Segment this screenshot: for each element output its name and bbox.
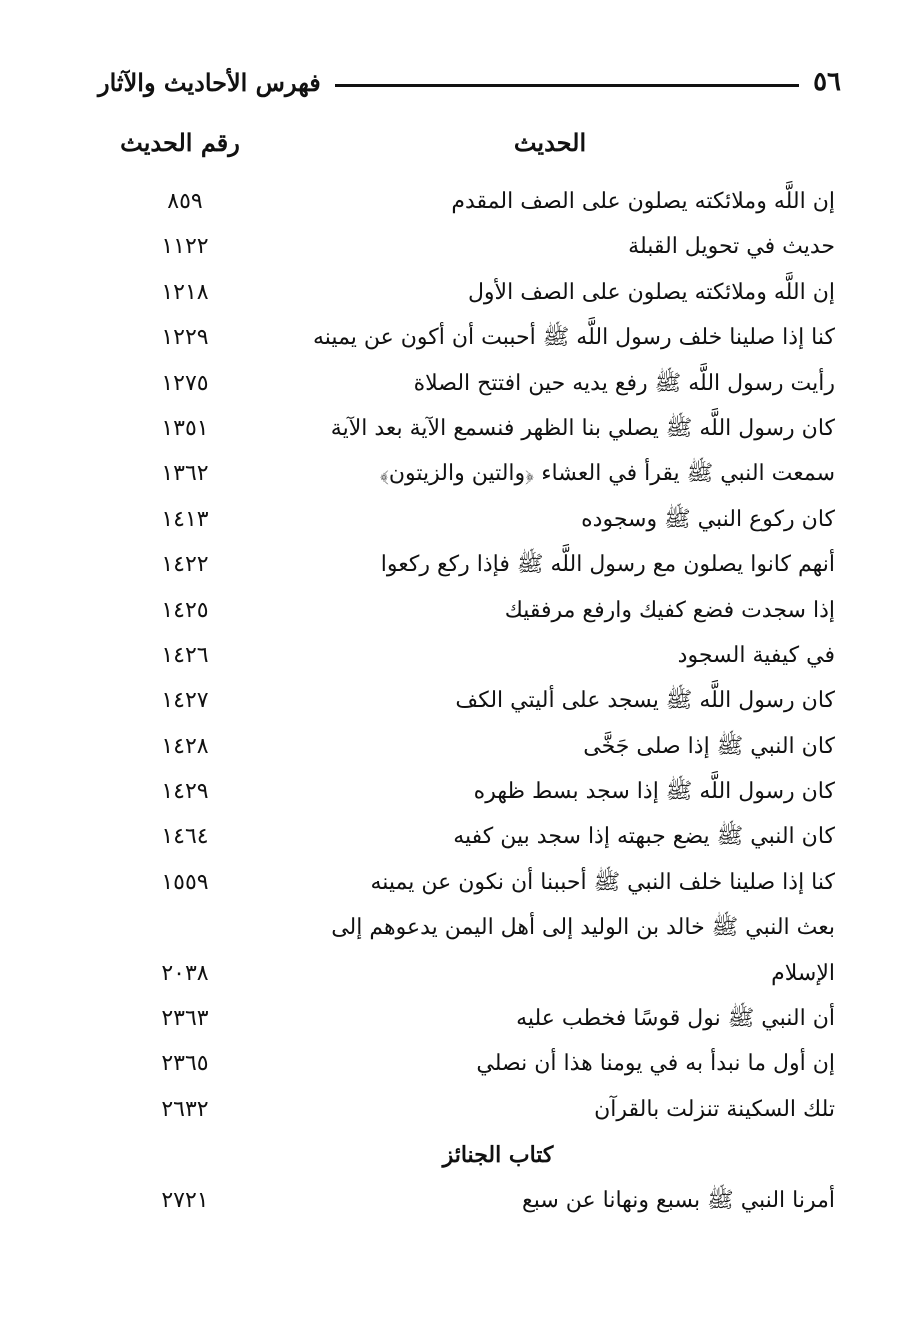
header-rule [335, 84, 799, 87]
hadith-number: ١٤١٣ [161, 506, 209, 532]
hadith-number: ٢٧٢١ [161, 1187, 209, 1213]
page-number: ٥٦ [813, 67, 841, 97]
hadith-text: كنا إذا صلينا خلف النبي ﷺ أحببنا أن نكون عن يمينه [370, 869, 835, 895]
index-row [0, 271, 913, 316]
hadith-number: ١٤٦٤ [161, 824, 209, 850]
hadith-text: أنهم كانوا يصلون مع رسول اللَّه ﷺ فإذا ركع ركعوا [380, 552, 835, 578]
hadith-text: كنا إذا صلينا خلف رسول اللَّه ﷺ أحببت أن أكون عن يمينه [313, 325, 835, 351]
hadith-text: رأيت رسول اللَّه ﷺ رفع يديه حين افتتح الصلاة [413, 370, 835, 396]
hadith-text: كان النبي ﷺ إذا صلى جَخَّى [583, 733, 835, 759]
index-row [0, 362, 913, 407]
hadith-number: ٢٠٣٨ [161, 960, 209, 986]
hadith-text: إن اللَّه وملائكته يصلون على الصف المقدم [451, 189, 835, 214]
hadith-number: ١٤٢٥ [161, 597, 209, 623]
index-row [0, 589, 913, 634]
index-row [0, 225, 913, 270]
hadith-text: إن أول ما نبدأ به في يومنا هذا أن نصلي [476, 1051, 835, 1077]
hadith-text: كان ركوع النبي ﷺ وسجوده [581, 506, 835, 532]
column-header-hadith: الحديث [513, 128, 587, 157]
index-row [0, 1088, 913, 1133]
index-row [0, 316, 913, 361]
hadith-number: ١٤٢٧ [161, 688, 209, 714]
index-row [0, 861, 913, 906]
hadith-text: إذا سجدت فضع كفيك وارفع مرفقيك [504, 597, 835, 623]
index-row [0, 997, 913, 1042]
column-header-number: رقم الحديث [120, 128, 240, 157]
section-heading: كتاب الجنائز [442, 1142, 554, 1169]
hadith-text: كان رسول اللَّه ﷺ يصلي بنا الظهر فنسمع الآية بعد الآية [330, 415, 835, 441]
index-row [0, 1179, 913, 1224]
index-row [0, 725, 913, 770]
hadith-text: كان رسول اللَّه ﷺ إذا سجد بسط ظهره [473, 779, 835, 805]
index-row [0, 452, 913, 497]
hadith-text: في كيفية السجود [677, 642, 835, 668]
index-row [0, 543, 913, 588]
hadith-number: ١٢٧٥ [161, 370, 209, 396]
hadith-text: حديث في تحويل القبلة [628, 234, 835, 260]
hadith-text: إن اللَّه وملائكته يصلون على الصف الأول [467, 279, 835, 305]
hadith-number: ١٥٥٩ [161, 869, 209, 895]
index-row [0, 906, 913, 951]
running-title: فهرس الأحاديث والآثار [98, 67, 321, 97]
index-row [0, 498, 913, 543]
hadith-number: ١٤٢٢ [161, 552, 209, 578]
index-row [0, 1042, 913, 1087]
hadith-number: ١٤٢٦ [161, 642, 209, 668]
hadith-number: ١٢٢٩ [161, 325, 209, 351]
hadith-number: ١٤٢٩ [161, 779, 209, 805]
hadith-text: كان رسول اللَّه ﷺ يسجد على أليتي الكف [455, 688, 835, 714]
hadith-number: ٢٣٦٣ [161, 1006, 209, 1032]
hadith-text: أمرنا النبي ﷺ بسبع ونهانا عن سبع [522, 1187, 835, 1213]
index-row [0, 634, 913, 679]
hadith-number: ١١٢٢ [161, 234, 209, 260]
hadith-index-list [0, 180, 913, 1224]
hadith-text: تلك السكينة تنزلت بالقرآن [594, 1096, 835, 1122]
hadith-number: ١٣٥١ [161, 415, 209, 441]
hadith-number: ١٣٦٢ [161, 461, 209, 487]
section-heading-row [0, 1133, 913, 1178]
index-row [0, 952, 913, 997]
hadith-text: بعث النبي ﷺ خالد بن الوليد إلى أهل اليمن يدعوهم إلى [331, 915, 835, 941]
running-header [98, 62, 841, 102]
hadith-text: كان النبي ﷺ يضع جبهته إذا سجد بين كفيه [453, 824, 835, 850]
hadith-number: ٨٥٩ [167, 189, 203, 214]
hadith-number: ١٢١٨ [161, 279, 209, 305]
hadith-number: ٢٦٣٢ [161, 1096, 209, 1122]
hadith-text: الإسلام [771, 960, 835, 986]
index-row [0, 180, 913, 225]
hadith-text: سمعت النبي ﷺ يقرأ في العشاء ﴿والتين والزيتون﴾ [379, 461, 835, 487]
hadith-number: ١٤٢٨ [161, 733, 209, 759]
index-row [0, 770, 913, 815]
index-row [0, 407, 913, 452]
hadith-text: أن النبي ﷺ نول قوسًا فخطب عليه [516, 1006, 835, 1032]
index-row [0, 815, 913, 860]
index-row [0, 679, 913, 724]
hadith-number: ٢٣٦٥ [161, 1051, 209, 1077]
